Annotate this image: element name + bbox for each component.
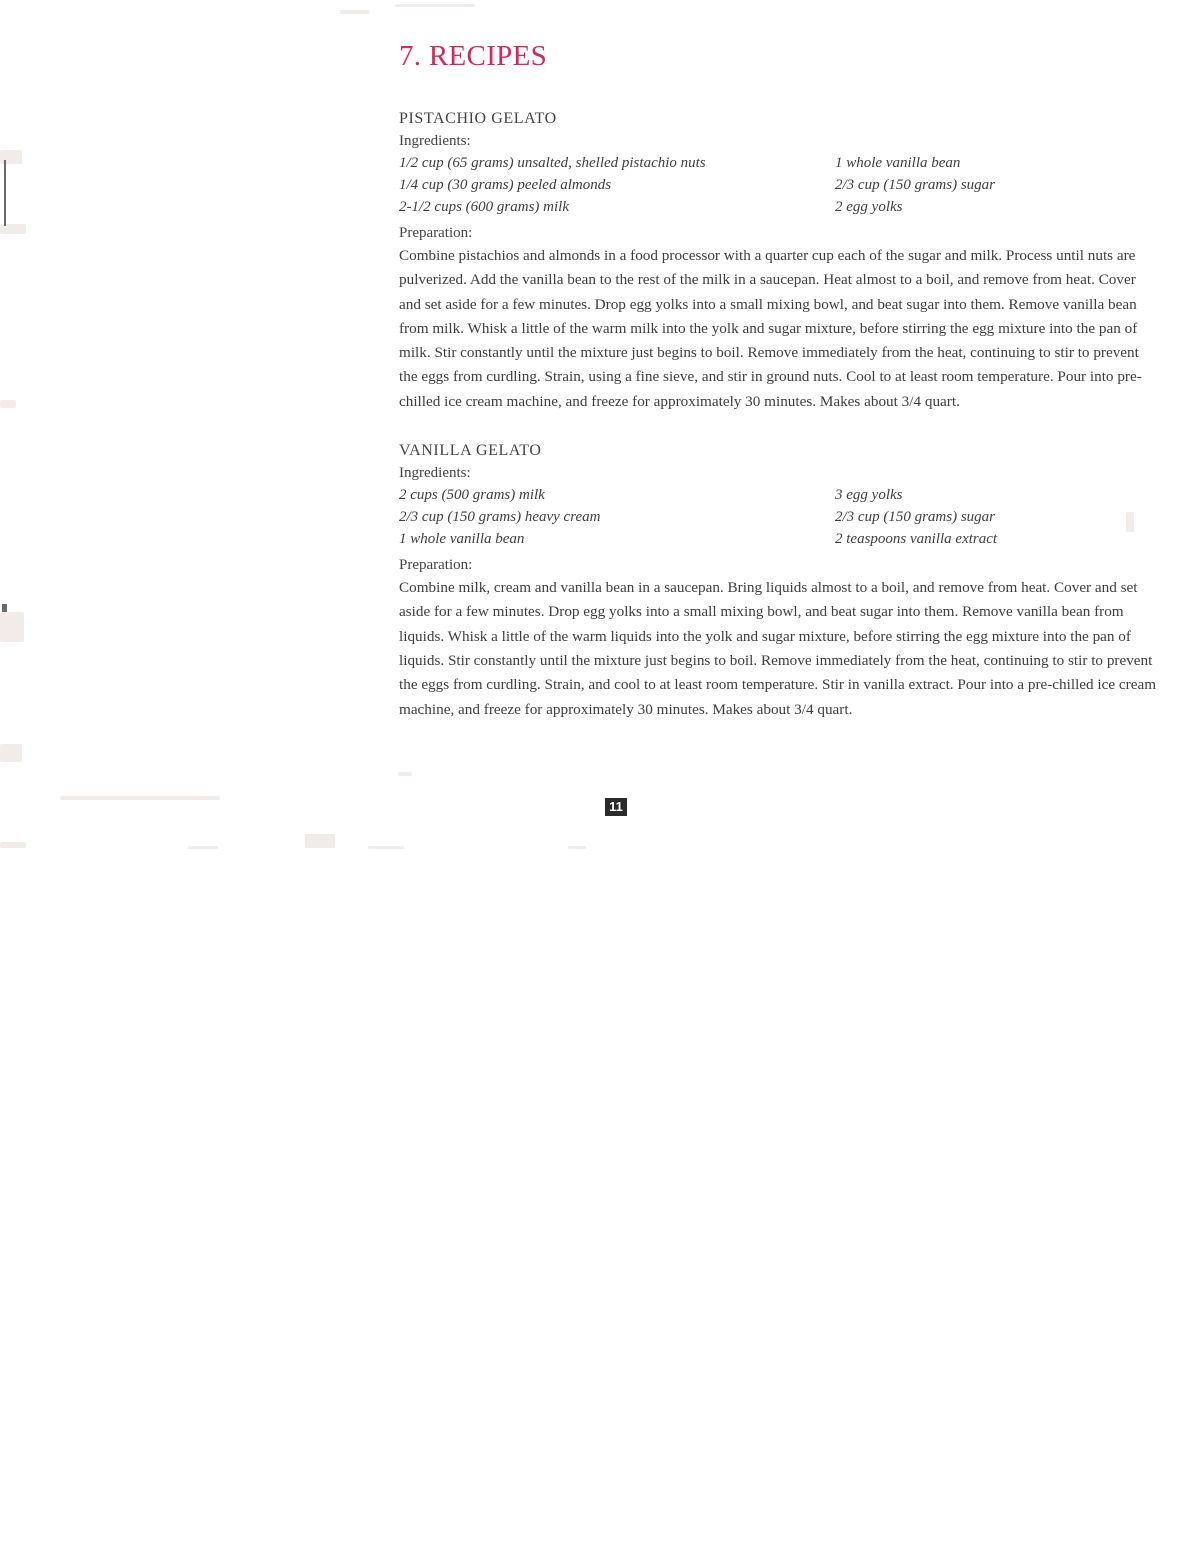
ingredients-list [399, 152, 1159, 218]
ingredients-left-column [399, 484, 835, 550]
ingredients-label: Ingredients: [399, 133, 471, 149]
ingredient-item: 2/3 cup (150 grams) heavy cream [399, 509, 601, 526]
ingredient-item: 3 egg yolks [835, 487, 903, 504]
scan-artifact [188, 846, 218, 849]
scan-artifact [368, 846, 404, 849]
scan-artifact [4, 160, 6, 226]
preparation-text: Combine milk, cream and vanilla bean in a saucepan. Bring liquids almost to a boil, and remove from heat. Cover and set aside for a few minutes. Drop egg yolks into a small mixing bowl, and beat sugar into them. Remove vanilla bean from liquids. Whisk a little of the warm liquids into the yolk and sugar mixture, before stirring the egg mixture into the pan of liquids. Stir constantly until the mixture just begins to boil. Remove immediately from the heat, continuing to stir to prevent the eggs from curdling. Strain, and cool to at least room temperature. Stir in vanilla extract. Pour into a pre-chilled ice cream machine, and freeze for approximately 30 minutes. Makes about 3/4 quart. [399, 579, 1157, 718]
recipe-pistachio-gelato [399, 108, 1159, 414]
recipe-title: VANILLA GELATO [399, 442, 542, 460]
page-title: 7. RECIPES [399, 40, 548, 72]
ingredients-left-column [399, 152, 835, 218]
ingredient-item: 2 cups (500 grams) milk [399, 487, 545, 504]
ingredient-item: 1/2 cup (65 grams) unsalted, shelled pistachio nuts [399, 155, 706, 171]
preparation-text: Combine pistachios and almonds in a food processor with a quarter cup each of the sugar and milk. Process until nuts are pulverized. Add the vanilla bean to the rest of the milk in a saucepan. Heat almost to a boil, and remove from heat. Cover and set aside for a few minutes. Drop egg yolks into a small mixing bowl, and beat sugar into them. Remove vanilla bean from milk. Whisk a little of the warm milk into the yolk and sugar mixture, before stirring the egg mixture into the pan of milk. Stir constantly until the mixture just begins to boil. Remove immediately from the heat, continuing to stir to prevent the eggs from curdling. Strain, using a fine sieve, and stir in ground nuts. Cool to at least room temperature. Pour into pre-chilled ice cream machine, and freeze for approximately 30 minutes. Makes about 3/4 quart. [399, 247, 1142, 410]
page-number: 11 [605, 798, 627, 816]
ingredient-item: 2-1/2 cups (600 grams) milk [399, 199, 569, 215]
recipe-vanilla-gelato [399, 440, 1159, 722]
scan-artifact [568, 846, 586, 849]
preparation-label: Preparation: [399, 225, 473, 241]
scan-artifact [0, 744, 22, 762]
scan-artifact [0, 842, 26, 848]
scan-artifact [398, 772, 412, 776]
recipe-title: PISTACHIO GELATO [399, 110, 557, 127]
scan-artifact [340, 10, 370, 14]
ingredients-right-column [835, 152, 1135, 218]
scan-artifact [60, 796, 220, 800]
ingredient-item: 1 whole vanilla bean [399, 531, 525, 548]
scan-artifact [0, 612, 24, 642]
ingredient-item: 2/3 cup (150 grams) sugar [835, 509, 995, 526]
scan-artifact [0, 400, 16, 408]
scan-artifact [395, 4, 475, 7]
ingredient-item: 2 teaspoons vanilla extract [835, 531, 998, 548]
ingredient-item: 1/4 cup (30 grams) peeled almonds [399, 177, 612, 193]
ingredients-list [399, 484, 1159, 550]
ingredient-item: 2/3 cup (150 grams) sugar [835, 177, 995, 193]
ingredient-item: 2 egg yolks [835, 199, 903, 215]
ingredient-item: 1 whole vanilla bean [835, 155, 961, 171]
ingredients-right-column [835, 484, 1135, 550]
recipes-page [399, 38, 1159, 748]
ingredients-label: Ingredients: [399, 465, 471, 482]
preparation-label: Preparation: [399, 557, 473, 574]
scan-artifact [2, 604, 7, 612]
scan-artifact [305, 834, 335, 848]
